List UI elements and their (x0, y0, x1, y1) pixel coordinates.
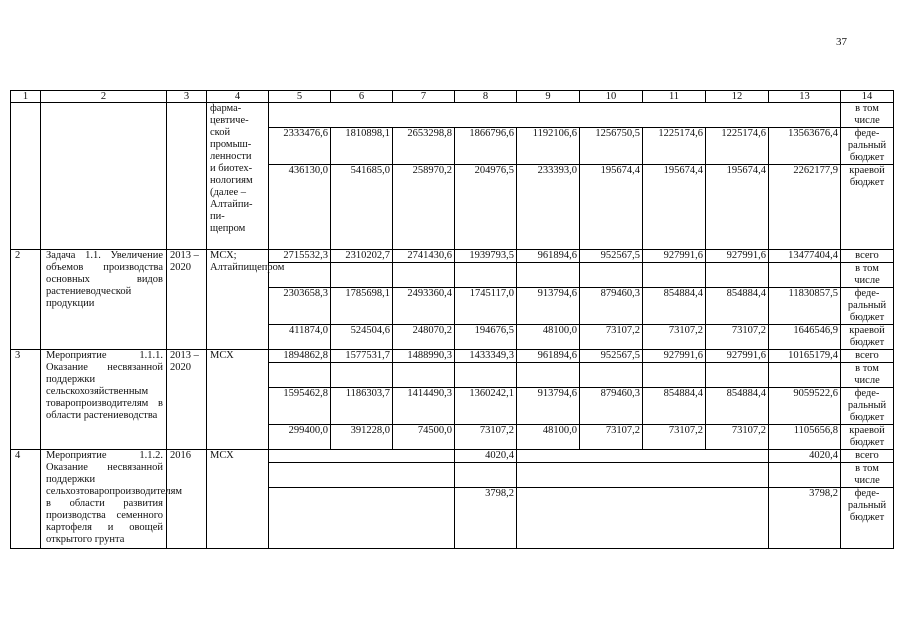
executor-line: пи- (210, 211, 225, 222)
value-cell: 3798,2 (769, 488, 841, 549)
table-row (11, 450, 894, 463)
funding-type-cell: в том числе (841, 463, 894, 488)
value-cell: 73107,2 (643, 425, 706, 450)
executor-line: фарма- (210, 103, 242, 114)
executor-line: ленности (210, 151, 252, 162)
value-cell: 1192106,6 (517, 128, 580, 165)
value-cell: 961894,6 (517, 350, 580, 363)
funding-type-cell: феде-ральный бюджет (841, 128, 894, 165)
task-name-cell (41, 103, 167, 250)
value-cell: 952567,5 (580, 250, 643, 263)
executor-line: нологиям (210, 175, 253, 186)
funding-type-cell: всего (841, 250, 894, 263)
funding-type-cell: феде-ральный бюджет (841, 488, 894, 549)
funding-type-cell: в том числе (841, 263, 894, 288)
value-cell: 195674,4 (580, 165, 643, 250)
header-cell: 13 (769, 91, 841, 103)
value-cell: 2653298,8 (393, 128, 455, 165)
value-cell: 391228,0 (331, 425, 393, 450)
value-cell: 854884,4 (643, 388, 706, 425)
executor-cell: МСХ (207, 350, 269, 450)
executor-line: промыш- (210, 139, 252, 150)
executor-cell: МСХ; Алтайпищепром (207, 250, 269, 350)
value-cell: 74500,0 (393, 425, 455, 450)
table-row (11, 250, 894, 263)
value-cell: 233393,0 (517, 165, 580, 250)
table-row (11, 350, 894, 363)
value-cell: 1577531,7 (331, 350, 393, 363)
budget-table (10, 90, 894, 549)
row-number-cell: 4 (11, 450, 41, 549)
value-cell: 48100,0 (517, 425, 580, 450)
value-cell: 927991,6 (643, 250, 706, 263)
header-cell: 6 (331, 91, 393, 103)
executor-cell: МСХ (207, 450, 269, 549)
empty-values-cell (517, 488, 769, 549)
executor-line: и биотех- (210, 163, 253, 174)
value-cell: 73107,2 (706, 325, 769, 350)
executor-line: (далее – (210, 187, 247, 198)
table-header-row (11, 91, 894, 103)
value-cell: 1225174,6 (643, 128, 706, 165)
value-cell: 854884,4 (706, 388, 769, 425)
row-number-cell: 3 (11, 350, 41, 450)
header-cell: 12 (706, 91, 769, 103)
value-cell: 1225174,6 (706, 128, 769, 165)
header-cell: 5 (269, 91, 331, 103)
task-name-cell: Задача 1.1. Увеличение объемов производства основных видов растениеводческой продукции (41, 250, 167, 350)
value-cell: 194676,5 (455, 325, 517, 350)
executor-line: цевтиче- (210, 115, 249, 126)
value-cell: 2741430,6 (393, 250, 455, 263)
value-cell: 411874,0 (269, 325, 331, 350)
value-cell: 195674,4 (643, 165, 706, 250)
value-cell: 1745117,0 (455, 288, 517, 325)
funding-type-cell: всего (841, 450, 894, 463)
funding-type-cell: в том числе (841, 363, 894, 388)
row-number-cell: 2 (11, 250, 41, 350)
value-cell: 2262177,9 (769, 165, 841, 250)
value-cell: 195674,4 (706, 165, 769, 250)
value-cell: 2310202,7 (331, 250, 393, 263)
executor-cell (207, 103, 269, 250)
value-cell: 1105656,8 (769, 425, 841, 450)
value-cell: 1810898,1 (331, 128, 393, 165)
header-cell: 11 (643, 91, 706, 103)
value-cell: 11830857,5 (769, 288, 841, 325)
executor-line: щепром (210, 223, 246, 234)
funding-type-cell: краевой бюджет (841, 165, 894, 250)
value-cell: 913794,6 (517, 288, 580, 325)
value-cell: 3798,2 (455, 488, 517, 549)
header-cell: 7 (393, 91, 455, 103)
value-cell: 1595462,8 (269, 388, 331, 425)
header-cell: 10 (580, 91, 643, 103)
funding-type-cell: в том числе (841, 103, 894, 128)
value-cell: 927991,6 (706, 250, 769, 263)
header-cell: 4 (207, 91, 269, 103)
years-cell: 2016 (167, 450, 207, 549)
years-cell: 2013 – 2020 (167, 250, 207, 350)
years-cell: 2013 – 2020 (167, 350, 207, 450)
value-cell: 73107,2 (706, 425, 769, 450)
value-cell: 13477404,4 (769, 250, 841, 263)
header-cell: 2 (41, 91, 167, 103)
header-cell: 3 (167, 91, 207, 103)
executor-line: Алтайпи- (210, 199, 253, 210)
value-cell: 913794,6 (517, 388, 580, 425)
value-cell: 48100,0 (517, 325, 580, 350)
value-cell: 4020,4 (455, 450, 517, 463)
value-cell: 1360242,1 (455, 388, 517, 425)
value-cell: 1894862,8 (269, 350, 331, 363)
value-cell: 524504,6 (331, 325, 393, 350)
value-cell: 1939793,5 (455, 250, 517, 263)
funding-type-cell: всего (841, 350, 894, 363)
header-cell: 9 (517, 91, 580, 103)
value-cell: 927991,6 (706, 350, 769, 363)
empty-values-cell (269, 450, 455, 463)
task-name-cell: Мероприятие 1.1.2. Оказание несвязанной поддержки сельхозтоваропроизводителям в области развития производства семенного картофеля и овощей открытого грунта (41, 450, 167, 549)
value-cell: 299400,0 (269, 425, 331, 450)
value-cell: 1186303,7 (331, 388, 393, 425)
value-cell: 9059522,6 (769, 388, 841, 425)
value-cell: 879460,3 (580, 288, 643, 325)
value-cell: 1256750,5 (580, 128, 643, 165)
value-cell: 73107,2 (455, 425, 517, 450)
value-cell: 73107,2 (643, 325, 706, 350)
value-cell: 204976,5 (455, 165, 517, 250)
value-cell: 1414490,3 (393, 388, 455, 425)
funding-type-cell: краевой бюджет (841, 425, 894, 450)
years-cell (167, 103, 207, 250)
value-cell: 854884,4 (643, 288, 706, 325)
task-name-cell: Мероприятие 1.1.1. Оказание несвязанной поддержки сельскохозяйственным товаропроизводителям в области растениеводства (41, 350, 167, 450)
value-cell: 541685,0 (331, 165, 393, 250)
empty-values-cell (517, 450, 769, 463)
row-number-cell (11, 103, 41, 250)
value-cell: 952567,5 (580, 350, 643, 363)
header-cell: 8 (455, 91, 517, 103)
value-cell: 1433349,3 (455, 350, 517, 363)
value-cell: 2303658,3 (269, 288, 331, 325)
value-cell: 1785698,1 (331, 288, 393, 325)
funding-type-cell: феде-ральный бюджет (841, 388, 894, 425)
value-cell: 10165179,4 (769, 350, 841, 363)
empty-values-cell (269, 488, 455, 549)
value-cell: 927991,6 (643, 350, 706, 363)
header-cell: 1 (11, 91, 41, 103)
page-number: 37 (836, 36, 847, 48)
value-cell: 1488990,3 (393, 350, 455, 363)
value-cell: 1866796,6 (455, 128, 517, 165)
value-cell: 879460,3 (580, 388, 643, 425)
value-cell: 2493360,4 (393, 288, 455, 325)
value-cell: 961894,6 (517, 250, 580, 263)
value-cell: 4020,4 (769, 450, 841, 463)
value-cell: 2333476,6 (269, 128, 331, 165)
value-cell: 248070,2 (393, 325, 455, 350)
header-cell: 14 (841, 91, 894, 103)
funding-type-cell: краевой бюджет (841, 325, 894, 350)
empty-values-cell (269, 103, 841, 128)
executor-line: ской (210, 127, 231, 138)
value-cell: 258970,2 (393, 165, 455, 250)
value-cell: 1646546,9 (769, 325, 841, 350)
funding-type-cell: феде-ральный бюджет (841, 288, 894, 325)
value-cell: 73107,2 (580, 425, 643, 450)
table-row (11, 103, 894, 128)
value-cell: 854884,4 (706, 288, 769, 325)
value-cell: 2715532,3 (269, 250, 331, 263)
value-cell: 73107,2 (580, 325, 643, 350)
value-cell: 436130,0 (269, 165, 331, 250)
value-cell: 13563676,4 (769, 128, 841, 165)
